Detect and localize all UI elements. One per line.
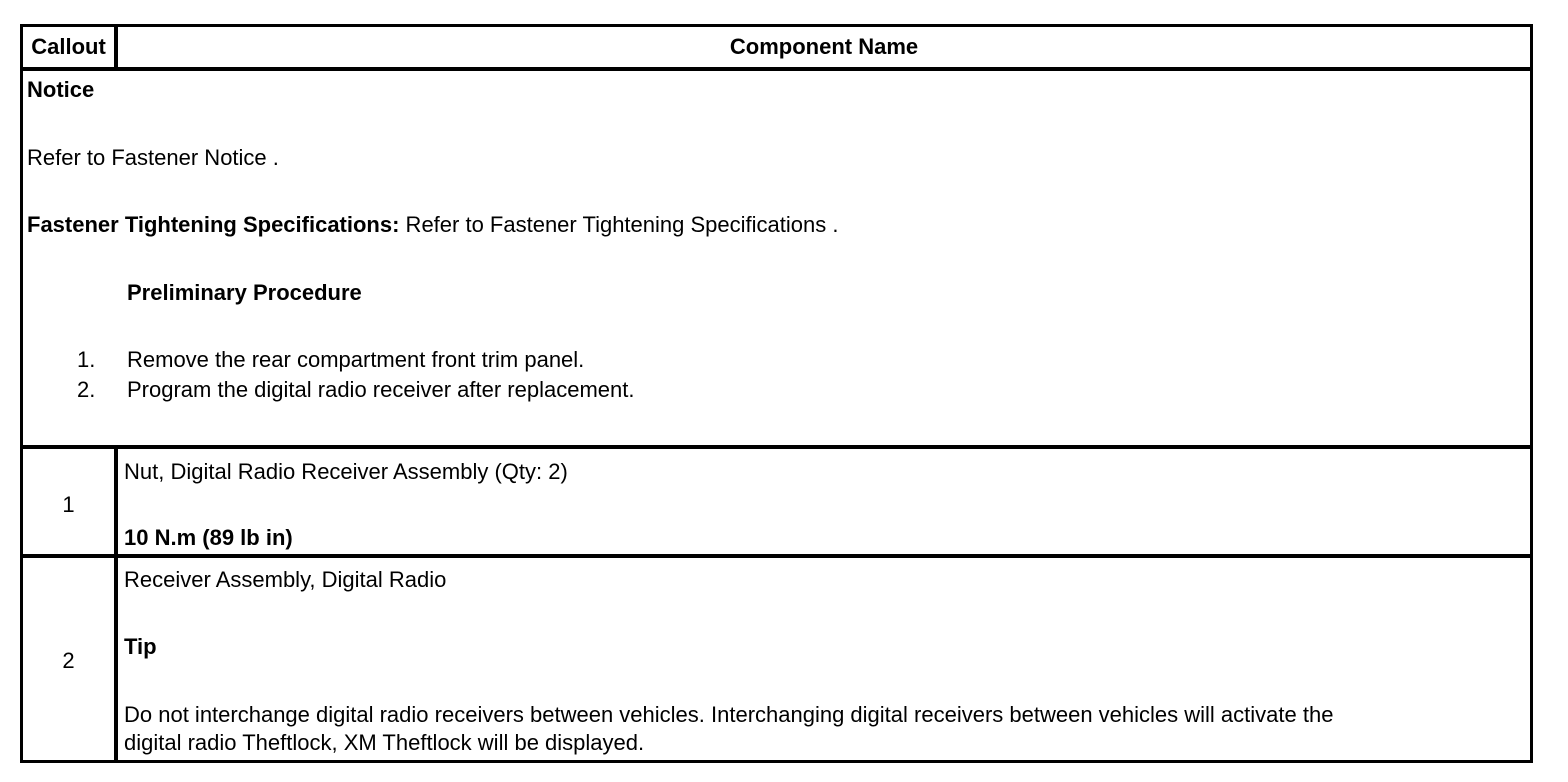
step-number-1: 1.	[77, 347, 96, 372]
component-name: Nut, Digital Radio Receiver Assembly (Qty: 2)	[124, 459, 568, 484]
component-table	[20, 24, 1533, 763]
header-component-name: Component Name	[729, 34, 919, 59]
fastener-spec-line	[27, 212, 838, 238]
notice-refer-text: Refer to Fastener Notice .	[27, 145, 279, 170]
component-name: Receiver Assembly, Digital Radio	[124, 567, 447, 592]
step-text-2: Program the digital radio receiver after replacement.	[127, 377, 635, 402]
torque-value: 10 N.m (89 lb in)	[124, 525, 293, 550]
fastener-spec-text: Refer to Fastener Tightening Specifications .	[399, 212, 839, 237]
notice-divider	[23, 445, 1530, 449]
step-number-2: 2.	[77, 377, 96, 402]
preliminary-procedure-title: Preliminary Procedure	[127, 280, 362, 305]
notice-title: Notice	[27, 77, 95, 102]
header-divider	[23, 67, 1530, 71]
tip-text-line-1: Do not interchange digital radio receivers between vehicles. Interchanging digital receivers between vehicles will activate the	[124, 702, 1334, 727]
row-callout: 2	[62, 648, 75, 673]
row-callout: 1	[62, 492, 75, 517]
fastener-spec-label: Fastener Tightening Specifications:	[27, 212, 400, 237]
callout-column-divider-body	[114, 445, 118, 763]
step-text-1: Remove the rear compartment front trim panel.	[127, 347, 585, 372]
row-divider	[23, 554, 1530, 558]
tip-title: Tip	[124, 634, 157, 659]
header-callout: Callout	[31, 34, 106, 59]
tip-text-line-2: digital radio Theftlock, XM Theftlock will be displayed.	[124, 730, 645, 755]
